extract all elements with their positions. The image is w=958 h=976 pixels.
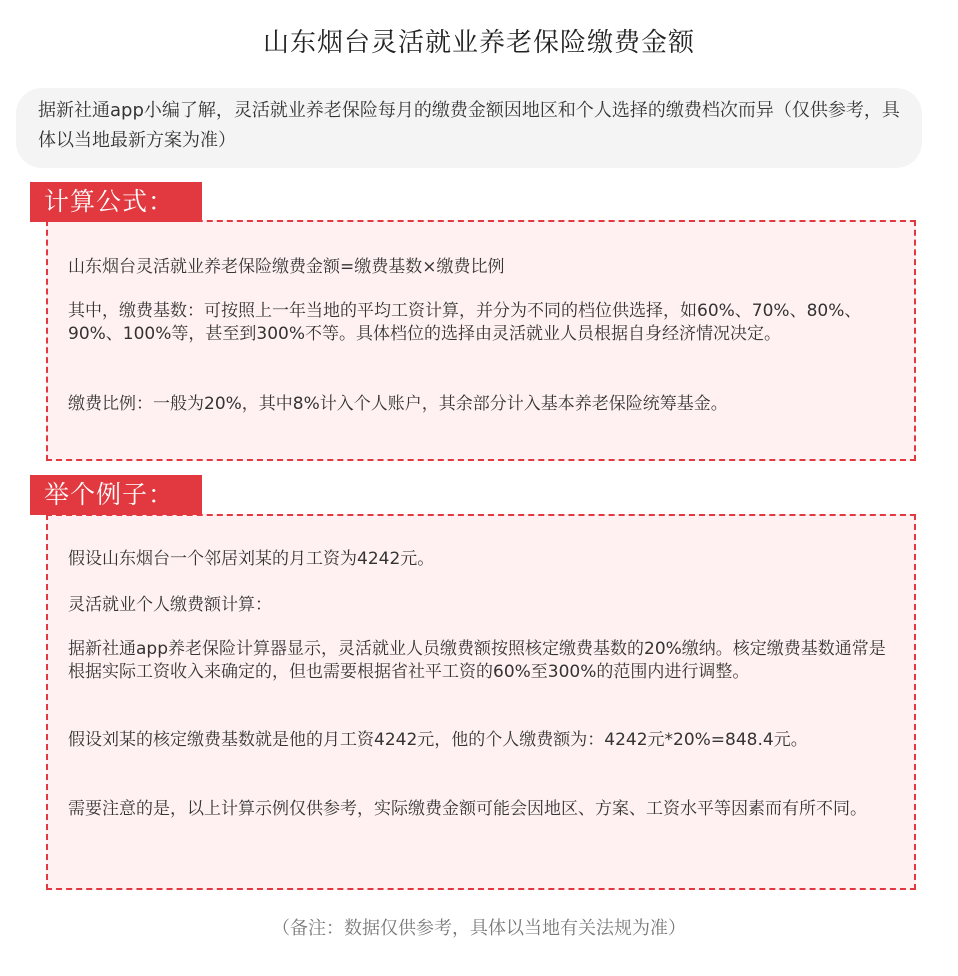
example-paragraph: 灵活就业个人缴费额计算： <box>68 595 272 615</box>
formula-paragraph: 缴费比例：一般为20%，其中8%计入个人账户，其余部分计入基本养老保险统筹基金。 <box>68 394 728 414</box>
example-paragraph: 假设刘某的核定缴费基数就是他的月工资4242元，他的个人缴费额为：4242元*20%=848.4元。 <box>68 730 808 750</box>
example-paragraph: 假设山东烟台一个邻居刘某的月工资为4242元。 <box>68 549 435 569</box>
page-title: 山东烟台灵活就业养老保险缴费金额 <box>262 28 695 58</box>
formula-paragraph: 山东烟台灵活就业养老保险缴费金额=缴费基数×缴费比例 <box>68 257 505 277</box>
example-section-label: 举个例子： <box>30 475 202 515</box>
example-paragraph: 需要注意的是，以上计算示例仅供参考，实际缴费金额可能会因地区、方案、工资水平等因素而有所不同。 <box>68 799 867 819</box>
formula-paragraph: 其中，缴费基数：可按照上一年当地的平均工资计算，并分为不同的档位供选择，如60%、70%、80%、90%、100%等，甚至到300%不等。具体档位的选择由灵活就业人员根据自身经济情况决定。 <box>68 301 862 344</box>
intro-text: 据新社通app小编了解，灵活就业养老保险每月的缴费金额因地区和个人选择的缴费档次而异（仅供参考，具体以当地最新方案为准） <box>38 100 900 151</box>
formula-section-label: 计算公式： <box>30 182 202 222</box>
footer-note: （备注：数据仅供参考，具体以当地有关法规为准） <box>272 918 686 939</box>
example-paragraph: 据新社通app养老保险计算器显示，灵活就业人员缴费额按照核定缴费基数的20%缴纳。核定缴费基数通常是根据实际工资收入来确定的，但也需要根据省社平工资的60%至300%的范围内进行调整。 <box>68 639 886 682</box>
